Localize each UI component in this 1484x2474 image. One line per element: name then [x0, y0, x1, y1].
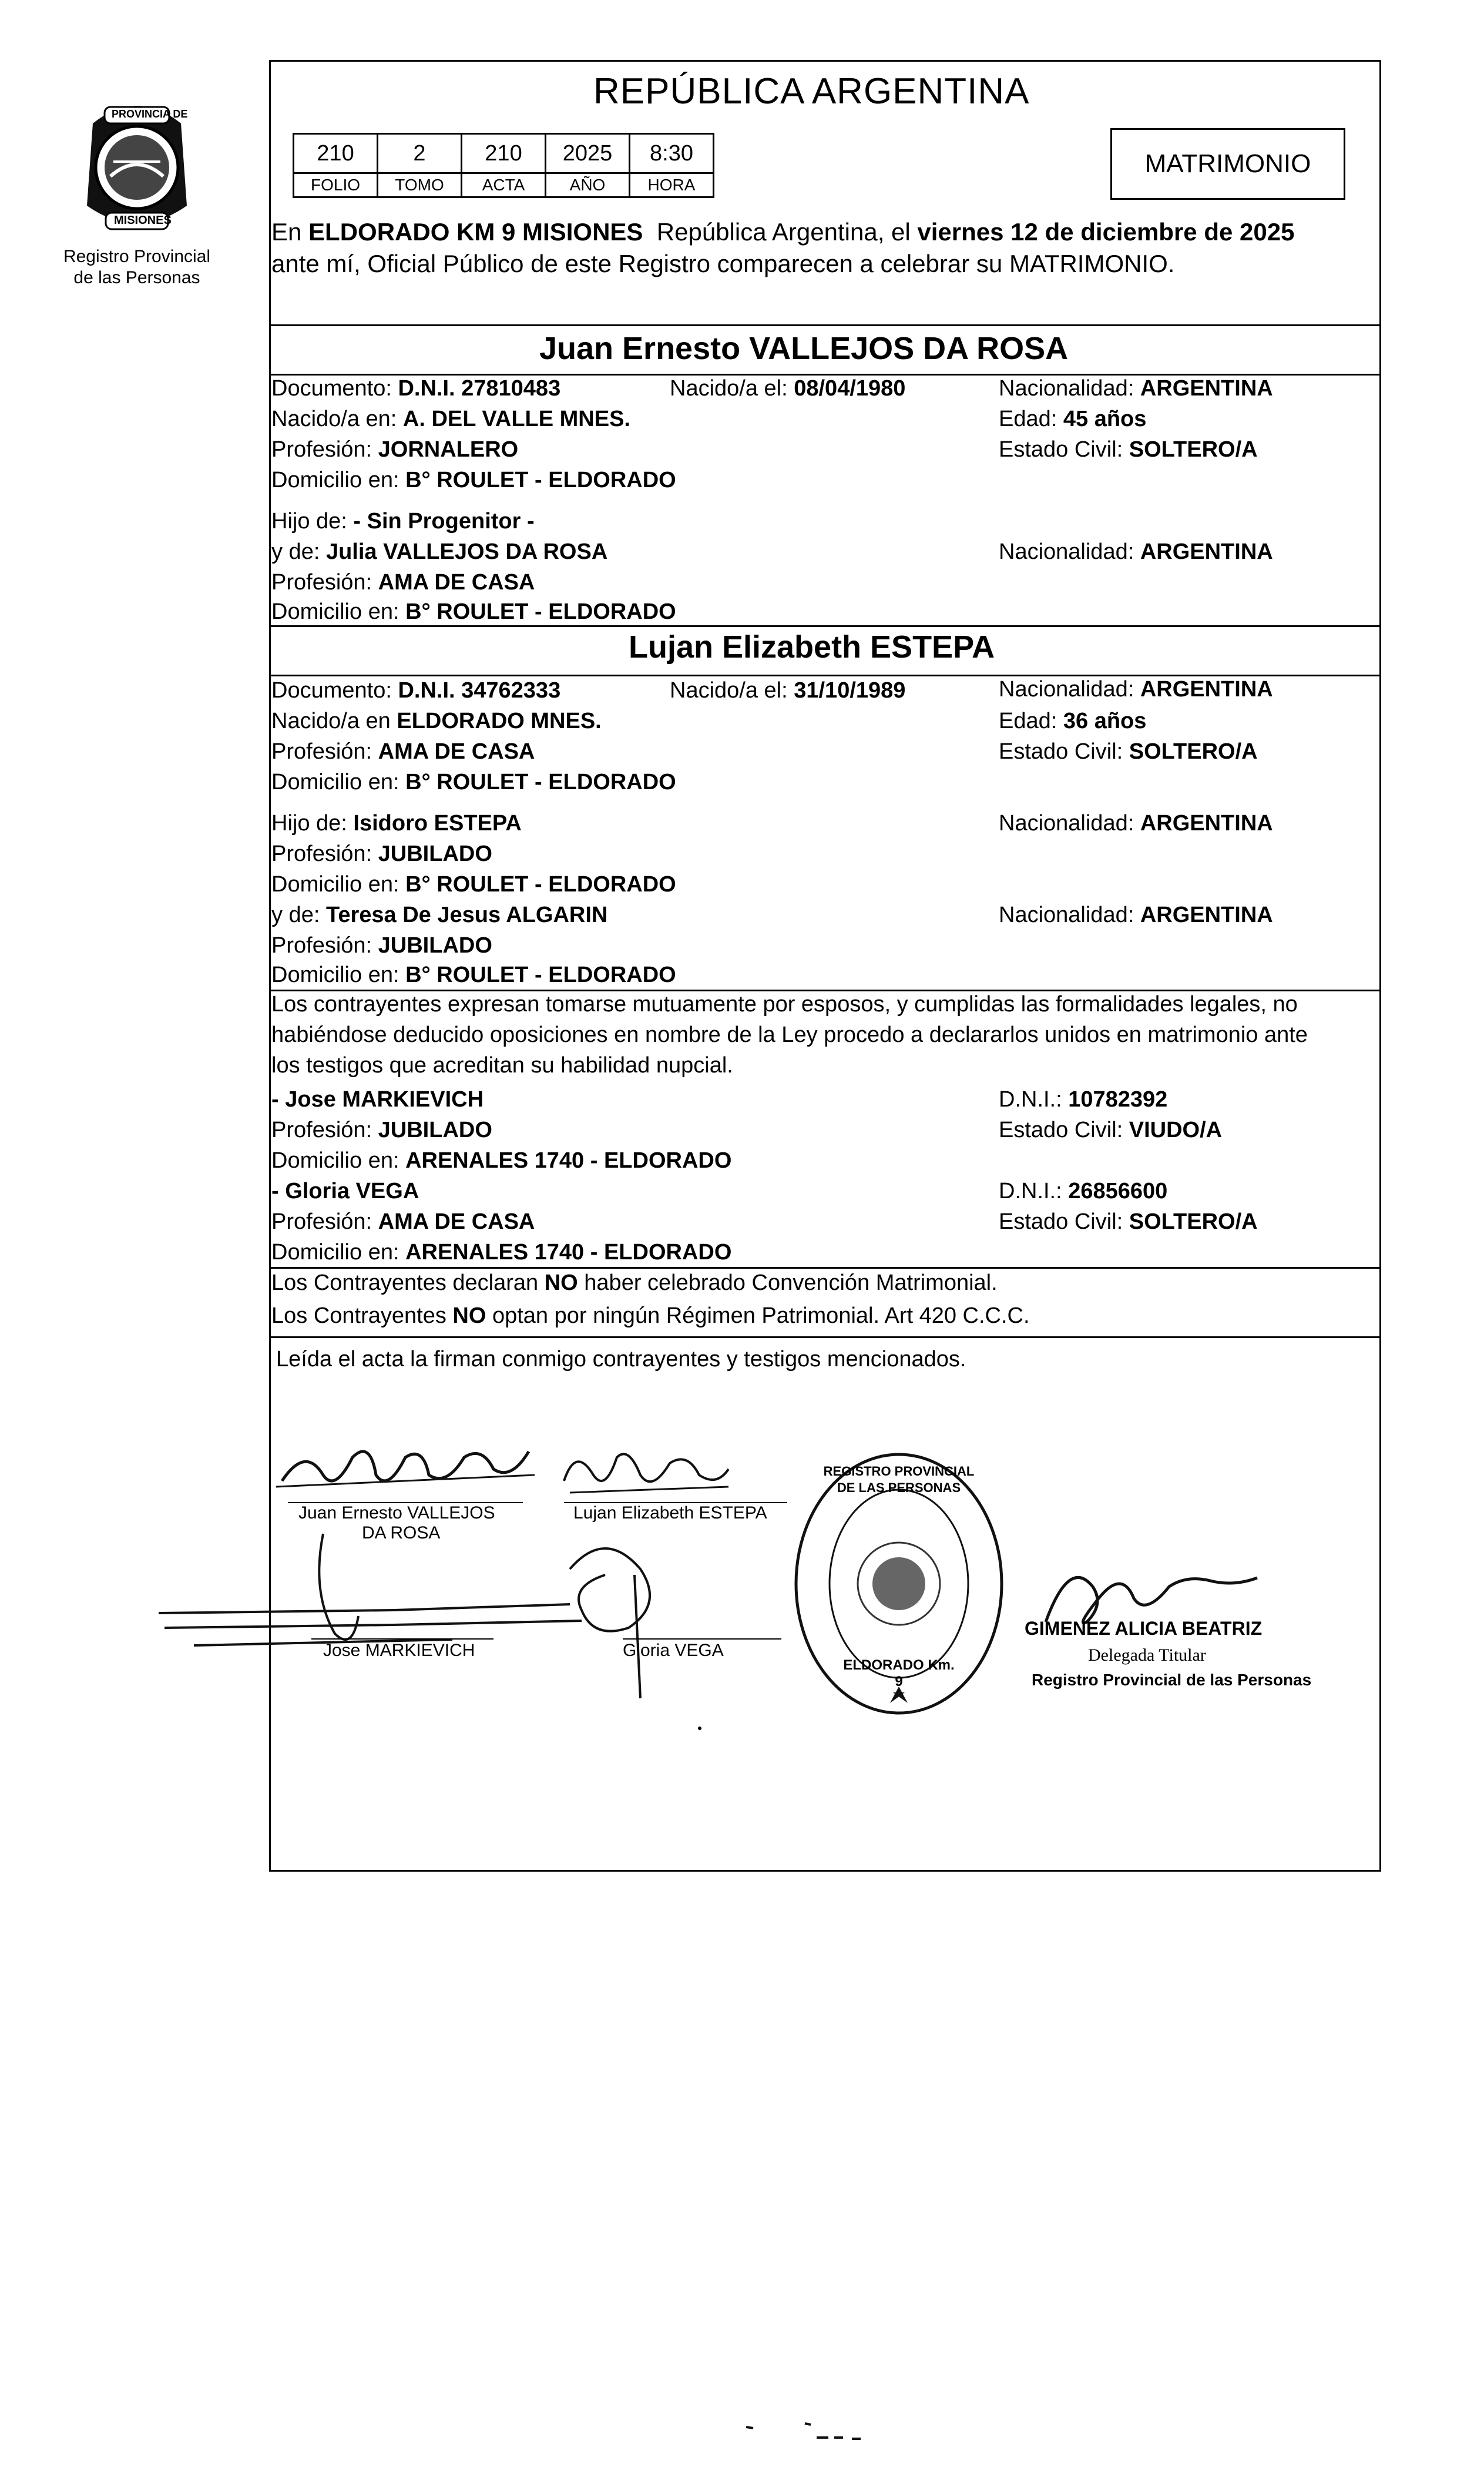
groom-domicile: Domicilio en: B° ROULET - ELDORADO — [271, 468, 676, 492]
scan-marks — [746, 2421, 887, 2445]
bride-father-nationality: Nacionalidad: ARGENTINA — [999, 811, 1273, 836]
groom-name: Juan Ernesto VALLEJOS DA ROSA — [539, 331, 1069, 366]
bride-name: Lujan Elizabeth ESTEPA — [629, 629, 995, 665]
provincial-seal-logo — [69, 88, 204, 241]
bride-domicile: Domicilio en: B° ROULET - ELDORADO — [271, 770, 676, 795]
intro-place: ELDORADO KM 9 MISIONES — [308, 218, 643, 246]
declaration-line3: los testigos que acreditan su habilidad nupcial. — [271, 1053, 733, 1078]
groom-born-on: Nacido/a el: 08/04/1980 — [670, 376, 906, 401]
hora-label: HORA — [630, 173, 714, 197]
groom-born-in: Nacido/a en: A. DEL VALLE MNES. — [271, 407, 630, 431]
intro-line1 — [271, 219, 1294, 246]
witness2-dni: D.N.I.: 26856600 — [999, 1179, 1168, 1204]
witness2-profession: Profesión: AMA DE CASA — [271, 1209, 535, 1234]
tomo-value: 2 — [378, 134, 462, 173]
registry-table — [293, 133, 714, 198]
folio-label: FOLIO — [294, 173, 378, 197]
bride-mother-domicile: Domicilio en: B° ROULET - ELDORADO — [271, 963, 676, 987]
groom-father: Hijo de: - Sin Progenitor - — [271, 509, 535, 534]
declaration-line1: Los contrayentes expresan tomarse mutuamente por esposos, y cumplidas las formalidades legales, no — [271, 992, 1298, 1017]
bride-mother: y de: Teresa De Jesus ALGARIN — [271, 903, 608, 927]
regime-line2: Los Contrayentes NO optan por ningún Régimen Patrimonial. Art 420 C.C.C. — [271, 1303, 1030, 1328]
witness2-domicile: Domicilio en: ARENALES 1740 - ELDORADO — [271, 1240, 732, 1265]
bride-age: Edad: 36 años — [999, 709, 1147, 733]
seal-text-top: PROVINCIA DE — [112, 108, 188, 120]
witness1-dni: D.N.I.: 10782392 — [999, 1087, 1168, 1112]
regime-line1: Los Contrayentes declaran NO haber celebrado Convención Matrimonial. — [271, 1270, 998, 1295]
bride-signature-label: Lujan Elizabeth ESTEPA — [573, 1503, 767, 1523]
witness1-name: - Jose MARKIEVICH — [271, 1087, 484, 1112]
org-name-line1: Registro Provincial — [63, 247, 211, 266]
groom-doc: Documento: D.N.I. 27810483 — [271, 376, 561, 401]
bride-nationality: Nacionalidad: ARGENTINA — [999, 677, 1273, 702]
bride-mother-profession: Profesión: JUBILADO — [271, 933, 492, 958]
bride-mother-nationality: Nacionalidad: ARGENTINA — [999, 903, 1273, 927]
registrar-org: Registro Provincial de las Personas — [1032, 1671, 1312, 1689]
declaration-line2: habiéndose deducido oposiciones en nombre de la Ley procedo a declararlos unidos en matrimonio ante — [271, 1023, 1308, 1047]
tomo-label: TOMO — [378, 173, 462, 197]
bride-born-on: Nacido/a el: 31/10/1989 — [670, 678, 906, 703]
groom-age: Edad: 45 años — [999, 407, 1147, 431]
official-round-stamp — [787, 1446, 1010, 1722]
closing-text: Leída el acta la firman conmigo contrayentes y testigos mencionados. — [276, 1347, 966, 1372]
witness1-signature-label: Jose MARKIEVICH — [323, 1641, 475, 1660]
hora-value: 8:30 — [630, 134, 714, 173]
acta-value: 210 — [462, 134, 546, 173]
registrar-role: Delegada Titular — [1088, 1645, 1206, 1665]
groom-civil-status: Estado Civil: SOLTERO/A — [999, 437, 1258, 462]
stamp-inner-text: ELDORADO Km. 9 — [843, 1657, 955, 1689]
groom-signature-label2: DA ROSA — [362, 1523, 441, 1543]
groom-profession: Profesión: JORNALERO — [271, 437, 519, 462]
witness2-name: - Gloria VEGA — [271, 1179, 419, 1204]
bride-father: Hijo de: Isidoro ESTEPA — [271, 811, 522, 836]
witness1-domicile: Domicilio en: ARENALES 1740 - ELDORADO — [271, 1148, 732, 1173]
anio-value: 2025 — [546, 134, 630, 173]
witness2-signature-label: Gloria VEGA — [623, 1641, 724, 1660]
anio-label: AÑO — [546, 173, 630, 197]
groom-mother-nationality: Nacionalidad: ARGENTINA — [999, 539, 1273, 564]
bride-born-in: Nacido/a en ELDORADO MNES. — [271, 709, 602, 733]
registrar-name: GIMENEZ ALICIA BEATRIZ — [1025, 1618, 1263, 1639]
stamp-ring-text: REGISTRO PROVINCIAL DE LAS PERSONAS — [823, 1464, 975, 1495]
acta-label: ACTA — [462, 173, 546, 197]
bride-doc: Documento: D.N.I. 34762333 — [271, 678, 561, 703]
record-type-box: MATRIMONIO — [1110, 128, 1345, 200]
groom-signature-label1: Juan Ernesto VALLEJOS — [298, 1503, 495, 1523]
witness2-civil-status: Estado Civil: SOLTERO/A — [999, 1209, 1258, 1234]
country-title: REPÚBLICA ARGENTINA — [593, 71, 1030, 112]
groom-nationality: Nacionalidad: ARGENTINA — [999, 376, 1273, 401]
org-name-line2: de las Personas — [73, 268, 200, 287]
seal-text-bottom: MISIONES — [114, 214, 172, 227]
groom-mother-profession: Profesión: AMA DE CASA — [271, 570, 535, 595]
bride-civil-status: Estado Civil: SOLTERO/A — [999, 739, 1258, 764]
witness-signatures-scribbles — [159, 1522, 805, 1710]
intro-prefix: En — [271, 218, 309, 246]
groom-signature — [270, 1434, 540, 1504]
bride-father-profession: Profesión: JUBILADO — [271, 842, 492, 866]
intro-line2: ante mí, Oficial Público de este Registro comparecen a celebrar su MATRIMONIO. — [271, 250, 1175, 277]
stray-dot — [698, 1727, 701, 1730]
bride-signature — [552, 1440, 740, 1504]
intro-middle: República Argentina, el — [643, 218, 918, 246]
bride-profession: Profesión: AMA DE CASA — [271, 739, 535, 764]
folio-value: 210 — [294, 134, 378, 173]
bride-father-domicile: Domicilio en: B° ROULET - ELDORADO — [271, 872, 676, 897]
intro-date: viernes 12 de diciembre de 2025 — [917, 218, 1295, 246]
groom-mother: y de: Julia VALLEJOS DA ROSA — [271, 539, 608, 564]
witness1-profession: Profesión: JUBILADO — [271, 1118, 492, 1142]
groom-mother-domicile: Domicilio en: B° ROULET - ELDORADO — [271, 599, 676, 624]
witness1-civil-status: Estado Civil: VIUDO/A — [999, 1118, 1223, 1142]
